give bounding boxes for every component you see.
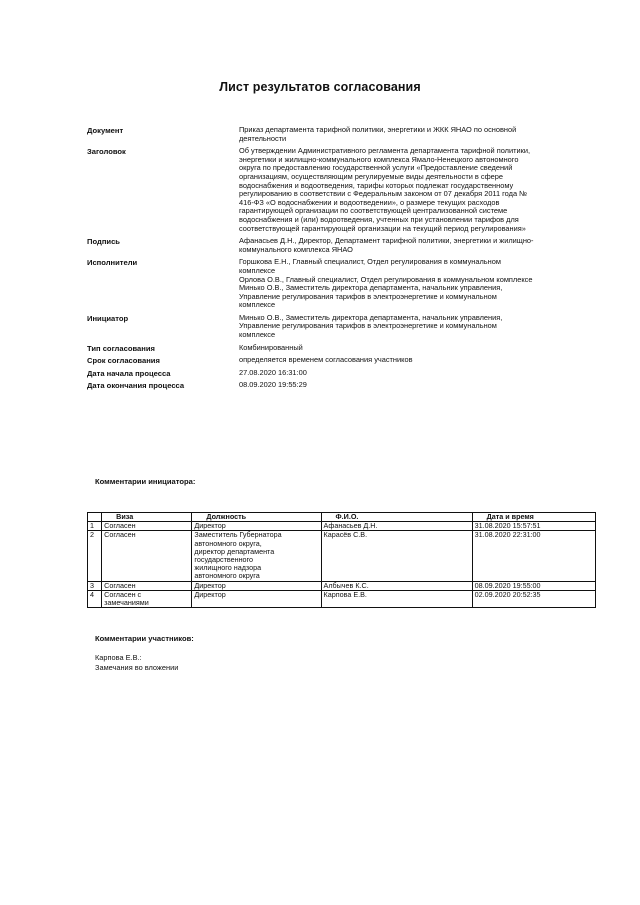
cell-line: Заместитель Губернатора	[194, 530, 282, 540]
field-signer	[87, 237, 607, 254]
cell-line: директор департамента	[194, 546, 275, 556]
field-value	[239, 126, 607, 143]
comment-text: Замечания во вложении	[95, 662, 179, 672]
cell-line: Директор	[194, 521, 226, 531]
header-fio: Ф.И.О.	[321, 513, 472, 522]
field-label: Исполнители	[87, 258, 138, 268]
cell-line: жилищного надзора	[194, 563, 262, 573]
field-line: водоснабжения и водоотведения, тарифы которых подлежат государственному	[239, 180, 514, 190]
cell-fio: Афанасьев Д.Н.	[321, 522, 472, 531]
cell-visa	[102, 590, 192, 607]
cell-fio: Карасёв С.В.	[321, 531, 472, 581]
cell-num: 2	[88, 531, 102, 581]
field-executors	[87, 258, 607, 310]
cell-date: 31.08.2020 15:57:51	[472, 522, 595, 531]
cell-position	[192, 531, 321, 581]
participant-comment	[95, 653, 178, 672]
cell-fio: Карпова Е.В.	[321, 590, 472, 607]
field-value	[239, 314, 607, 340]
cell-date: 02.09.2020 20:52:35	[472, 590, 595, 607]
document-fields	[87, 126, 607, 394]
cell-line: Согласен	[104, 521, 136, 531]
field-line: комплексе	[239, 330, 276, 340]
field-approval-term	[87, 356, 607, 365]
initiator-comments-heading: Комментарии инициатора:	[95, 477, 196, 486]
field-line: энергетики и жилищно-коммунального комплекса Ямало-Ненецкого автономного	[239, 154, 519, 164]
comment-author: Карпова Е.В.:	[95, 653, 142, 662]
cell-line: автономного округа	[194, 571, 260, 581]
field-line: комплексе	[239, 300, 276, 310]
field-line: Управление регулирования тарифов в электроэнергетике и коммунальном	[239, 291, 497, 301]
field-line: соответствующей гарантирующей организации на текущий период регулирования»	[239, 223, 526, 233]
field-end-date	[87, 381, 607, 390]
field-line: Горшкова Е.Н., Главный специалист, Отдел регулирования в коммунальном	[239, 257, 501, 267]
participant-comments-heading: Комментарии участников:	[95, 634, 194, 643]
cell-position	[192, 590, 321, 607]
field-initiator	[87, 314, 607, 340]
header-date: Дата и время	[472, 513, 595, 522]
cell-line: замечаниями	[104, 598, 149, 608]
cell-visa	[102, 531, 192, 581]
field-value	[239, 258, 607, 310]
cell-num: 3	[88, 581, 102, 590]
field-start-date	[87, 369, 607, 378]
page-title: Лист результатов согласования	[219, 80, 421, 94]
field-line: 416-ФЗ «О водоснабжении и водоотведении», о размере текущих расходов	[239, 197, 500, 207]
field-label: Заголовок	[87, 147, 126, 157]
field-line: гарантирующей организации по соответствующей централизованной системе	[239, 206, 508, 216]
cell-date: 08.09.2020 19:55:00	[472, 581, 595, 590]
cell-date: 31.08.2020 22:31:00	[472, 531, 595, 581]
field-document	[87, 126, 607, 143]
field-line: Об утверждении Административного регламента департамента тарифной политики,	[239, 146, 531, 156]
field-line: Орлова О.В., Главный специалист, Отдел регулирования в коммунальном комплексе	[239, 274, 533, 284]
field-line: Афанасьев Д.Н., Директор, Департамент тарифной политики, энергетики и жилищно-	[239, 236, 534, 246]
field-line: регулированию в соответствии с Федеральным законом от 07 декабря 2011 года №	[239, 189, 528, 199]
field-value: 27.08.2020 16:31:00	[239, 367, 307, 377]
cell-fio: Албычев К.С.	[321, 581, 472, 590]
field-value: Комбинированный	[239, 342, 303, 352]
field-value: 08.09.2020 19:55:29	[239, 380, 307, 390]
cell-line: государственного	[194, 555, 254, 565]
field-label: Срок согласования	[87, 356, 160, 366]
cell-line: Согласен	[104, 580, 136, 590]
approvals-table	[87, 512, 596, 608]
field-heading	[87, 147, 607, 233]
field-line: деятельности	[239, 133, 287, 143]
table-row	[88, 590, 596, 607]
field-approval-type	[87, 344, 607, 353]
cell-line: Директор	[194, 580, 226, 590]
field-line: коммунального комплекса ЯНАО	[239, 244, 353, 254]
header-visa: Виза	[102, 513, 192, 522]
field-line: организациям, осуществляющим регулируемые виды деятельности в сфере	[239, 171, 503, 181]
field-line: комплексе	[239, 265, 276, 275]
field-line: водоснабжения и (или) водоотведения, учтенных при установлении тарифов для	[239, 214, 519, 224]
field-value	[239, 147, 607, 233]
cell-num: 1	[88, 522, 102, 531]
cell-num: 4	[88, 590, 102, 607]
cell-line: автономного округа,	[194, 538, 262, 548]
header-position: Должность	[192, 513, 321, 522]
cell-line: Директор	[194, 589, 226, 599]
field-line: округа по предоставлению государственной услуги «Предоставление сведений	[239, 163, 513, 173]
field-label: Инициатор	[87, 313, 129, 323]
field-value: определяется временем согласования участников	[239, 355, 413, 365]
table-row	[88, 581, 596, 590]
field-label: Подпись	[87, 237, 120, 247]
field-line: Управление регулирования тарифов в электроэнергетике и коммунальном	[239, 321, 497, 331]
field-line: Минько О.В., Заместитель директора департамента, начальник управления,	[239, 283, 503, 293]
field-label: Документ	[87, 126, 124, 135]
field-label: Дата начала процесса	[87, 368, 171, 378]
table-row	[88, 531, 596, 581]
cell-line: Согласен с	[104, 589, 142, 599]
field-line: Приказ департамента тарифной политики, энергетики и ЖКК ЯНАО по основной	[239, 125, 517, 134]
field-line: Минько О.В., Заместитель директора департамента, начальник управления,	[239, 312, 503, 322]
field-value	[239, 237, 607, 254]
cell-line: Согласен	[104, 530, 136, 540]
field-label: Тип согласования	[87, 343, 155, 353]
field-label: Дата окончания процесса	[87, 381, 185, 391]
